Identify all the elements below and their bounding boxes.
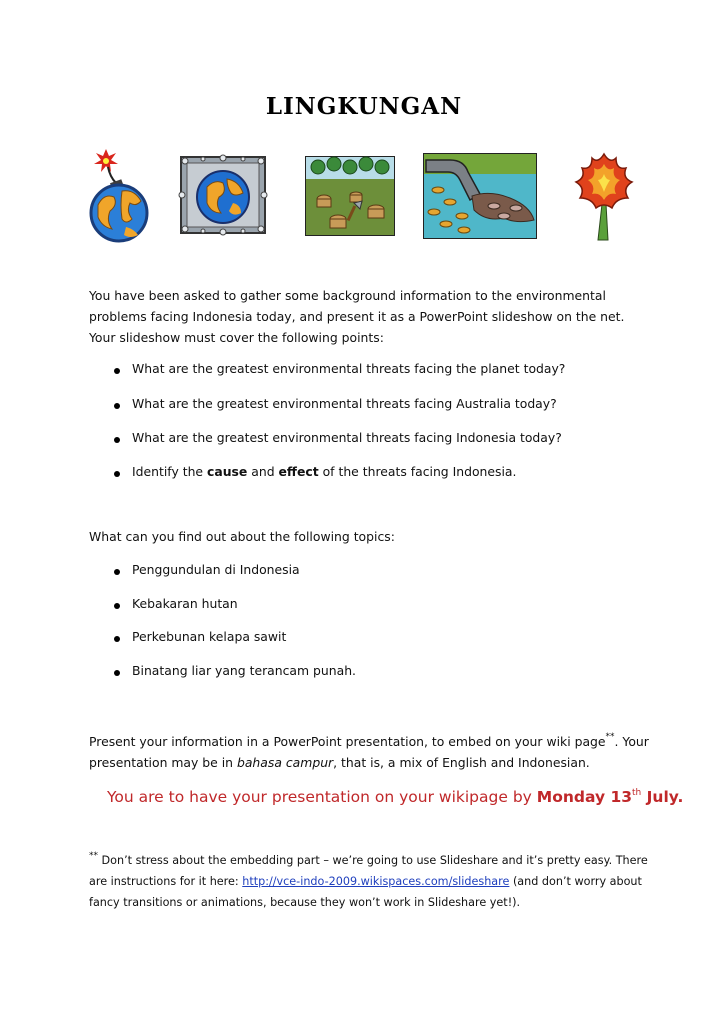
topics-intro: What can you find out about the following topics:	[89, 529, 395, 544]
list-item: Kebakaran hutan	[0, 596, 728, 616]
bullet-icon	[114, 403, 120, 409]
list-item: Identify the cause and effect of the threats facing Indonesia.	[0, 464, 728, 484]
earth-bomb-clipart	[86, 145, 152, 243]
bullet-icon	[114, 368, 120, 374]
present-paragraph: Present your information in a PowerPoint presentation, to embed on your wiki page**. Your presentation may be in bahasa campur, that is, a mix of English and Indonesian.	[89, 732, 649, 770]
bullet-icon	[114, 636, 120, 642]
effect-emphasis: effect	[278, 464, 319, 479]
globe-network-clipart	[177, 153, 269, 237]
deadline-statement: You are to have your presentation on your wikipage by Monday 13th July.	[107, 788, 684, 806]
cause-emphasis: cause	[207, 464, 248, 479]
list-item: Penggundulan di Indonesia	[0, 562, 728, 582]
bullet-icon	[114, 471, 120, 477]
footnote: ** Don’t stress about the embedding part – we’re going to use Slideshare and it’s pretty easy. There are instructions for it here: http://vce-indo-2009.wikispaces.com/slideshare (and don’t worry about fancy transitions or animations, because they won’t work in Slideshare yet!).	[89, 851, 648, 909]
list-item: Perkebunan kelapa sawit	[0, 629, 728, 649]
slideshare-link[interactable]: http://vce-indo-2009.wikispaces.com/slideshare	[242, 875, 510, 888]
deforestation-clipart	[304, 155, 396, 237]
page-title: LINGKUNGAN	[265, 93, 463, 120]
burning-tree-clipart	[572, 150, 636, 242]
bullet-icon	[114, 437, 120, 443]
intro-paragraph: You have been asked to gather some background information to the environmental problems facing Indonesia today, and present it as a PowerPoint slideshow on the net. Your slideshow must cover the following points:	[89, 288, 625, 345]
polluted-water-clipart	[420, 150, 540, 242]
list-item: What are the greatest environmental threats facing Indonesia today?	[0, 430, 728, 450]
list-item: Binatang liar yang terancam punah.	[0, 663, 728, 683]
bullet-icon	[114, 603, 120, 609]
bullet-icon	[114, 569, 120, 575]
spark-icon	[94, 149, 118, 172]
list-item: What are the greatest environmental threats facing the planet today?	[0, 361, 728, 381]
list-item: What are the greatest environmental threats facing Australia today?	[0, 396, 728, 416]
bullet-icon	[114, 670, 120, 676]
